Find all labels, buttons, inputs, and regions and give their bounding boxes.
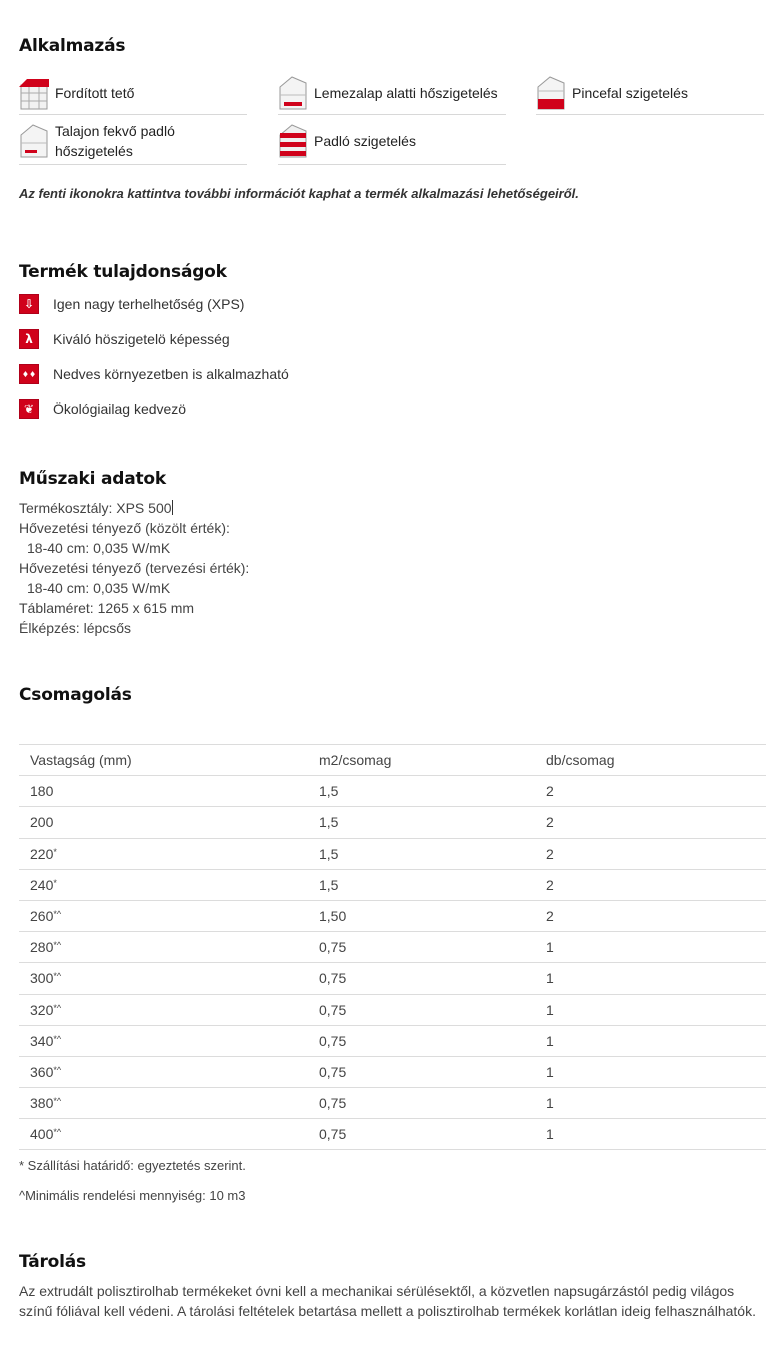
- cell-thickness: 180: [19, 776, 319, 807]
- cell-m2-per-pack: 0,75: [319, 1088, 546, 1119]
- technical-line: 18-40 cm: 0,035 W/mK: [27, 580, 171, 596]
- table-row: [19, 1119, 766, 1150]
- table-row: [19, 1056, 766, 1087]
- cell-pieces-per-pack: 2: [546, 776, 766, 807]
- application-item-basement-wall[interactable]: [536, 72, 764, 115]
- cell-thickness: 360*^: [19, 1056, 319, 1087]
- cell-pieces-per-pack: 1: [546, 963, 766, 994]
- cell-m2-per-pack: 0,75: [319, 932, 546, 963]
- technical-line: Táblaméret: 1265 x 615 mm: [19, 600, 195, 616]
- cell-m2-per-pack: 1,50: [319, 900, 546, 931]
- storage-text: Az extrudált polisztirolhab termékeket óvni kell a mechanikai sérülésektől, a közvetlen napsugárzástól pedig világos színű fóliával kell védeni. A tárolási feltételek betartása mellett a polisztirolhab termékek korlátlan ideig felhasználhatók.: [19, 1283, 756, 1319]
- application-item-slab-insulation[interactable]: [278, 72, 506, 115]
- application-label: Talajon fekvő padló hőszigetelés: [55, 122, 175, 159]
- application-label: Fordított tető: [55, 85, 135, 101]
- application-label: Lemezalap alatti hőszigetelés: [314, 85, 498, 101]
- text-cursor: [172, 500, 173, 515]
- cell-m2-per-pack: 1,5: [319, 869, 546, 900]
- section-title-technical: Műszaki adatok: [19, 469, 166, 489]
- floor-insulation-icon: [278, 123, 308, 159]
- cell-thickness: 340*^: [19, 1025, 319, 1056]
- cell-pieces-per-pack: 1: [546, 994, 766, 1025]
- leaf-icon: ❦: [19, 399, 39, 419]
- cell-m2-per-pack: 0,75: [319, 1056, 546, 1087]
- property-item: [19, 329, 230, 349]
- technical-line: Hővezetési tényező (közölt érték):: [19, 520, 230, 536]
- column-header-m2: m2/csomag: [319, 745, 546, 776]
- basement-wall-icon: [536, 75, 566, 111]
- cell-pieces-per-pack: 2: [546, 900, 766, 931]
- table-row: [19, 932, 766, 963]
- cell-thickness: 220*: [19, 838, 319, 869]
- property-item: [19, 364, 289, 384]
- application-item-inverted-roof[interactable]: [19, 72, 247, 115]
- cell-thickness: 300*^: [19, 963, 319, 994]
- table-row: [19, 900, 766, 931]
- section-title-packaging: Csomagolás: [19, 685, 132, 705]
- property-item: [19, 294, 244, 314]
- technical-line: Élképzés: lépcsős: [19, 620, 132, 636]
- ground-floor-icon: [19, 123, 49, 159]
- cell-pieces-per-pack: 2: [546, 838, 766, 869]
- technical-line: Termékosztály: XPS 500: [19, 500, 172, 516]
- property-item: [19, 399, 186, 419]
- cell-thickness: 400*^: [19, 1119, 319, 1150]
- technical-data: [19, 498, 249, 638]
- cell-pieces-per-pack: 2: [546, 869, 766, 900]
- cell-m2-per-pack: 0,75: [319, 1119, 546, 1150]
- lambda-icon: λ: [19, 329, 39, 349]
- cell-thickness: 380*^: [19, 1088, 319, 1119]
- cell-pieces-per-pack: 1: [546, 1025, 766, 1056]
- cell-thickness: 320*^: [19, 994, 319, 1025]
- footnote-minimum-order: ^Minimális rendelési mennyiség: 10 m3: [19, 1188, 246, 1203]
- application-item-floor-insulation[interactable]: [278, 117, 506, 165]
- cell-thickness: 240*: [19, 869, 319, 900]
- table-row: [19, 807, 766, 838]
- cell-thickness: 260*^: [19, 900, 319, 931]
- cell-m2-per-pack: 0,75: [319, 994, 546, 1025]
- technical-line: 18-40 cm: 0,035 W/mK: [27, 540, 171, 556]
- column-header-pieces: db/csomag: [546, 745, 766, 776]
- table-row: [19, 869, 766, 900]
- water-drops-icon: ♦♦: [19, 364, 39, 384]
- section-title-application: Alkalmazás: [19, 36, 126, 56]
- application-label: Padló szigetelés: [314, 132, 416, 149]
- table-row: [19, 1088, 766, 1119]
- cell-m2-per-pack: 0,75: [319, 1025, 546, 1056]
- table-header-row: [19, 745, 766, 776]
- cell-m2-per-pack: 1,5: [319, 807, 546, 838]
- property-label: Ökológiailag kedvezö: [53, 401, 187, 417]
- cell-pieces-per-pack: 2: [546, 807, 766, 838]
- cell-pieces-per-pack: 1: [546, 1119, 766, 1150]
- technical-line: Hővezetési tényező (tervezési érték):: [19, 560, 250, 576]
- cell-m2-per-pack: 0,75: [319, 963, 546, 994]
- table-row: [19, 838, 766, 869]
- application-label: Pincefal szigetelés: [572, 85, 688, 101]
- slab-insulation-icon: [278, 75, 308, 111]
- load-bearing-icon: ⇩: [19, 294, 39, 314]
- property-label: Nedves környezetben is alkalmazható: [53, 366, 289, 382]
- cell-thickness: 200: [19, 807, 319, 838]
- cell-m2-per-pack: 1,5: [319, 838, 546, 869]
- table-row: [19, 963, 766, 994]
- cell-m2-per-pack: 1,5: [319, 776, 546, 807]
- property-label: Kiváló höszigetelö képesség: [53, 331, 230, 347]
- column-header-thickness: Vastagság (mm): [19, 745, 319, 776]
- table-row: [19, 776, 766, 807]
- table-row: [19, 1025, 766, 1056]
- section-title-properties: Termék tulajdonságok: [19, 262, 227, 282]
- application-item-ground-floor[interactable]: [19, 117, 247, 165]
- table-row: [19, 994, 766, 1025]
- application-note: Az fenti ikonokra kattintva további információt kaphat a termék alkalmazási lehetőségeiről.: [19, 186, 579, 201]
- inverted-roof-icon: [19, 75, 49, 111]
- cell-pieces-per-pack: 1: [546, 1056, 766, 1087]
- section-title-storage: Tárolás: [19, 1252, 86, 1272]
- property-label: Igen nagy terhelhetőség (XPS): [53, 296, 245, 312]
- packaging-table: [19, 744, 766, 1150]
- footnote-delivery: * Szállítási határidő: egyeztetés szerint.: [19, 1158, 246, 1173]
- cell-thickness: 280*^: [19, 932, 319, 963]
- cell-pieces-per-pack: 1: [546, 932, 766, 963]
- cell-pieces-per-pack: 1: [546, 1088, 766, 1119]
